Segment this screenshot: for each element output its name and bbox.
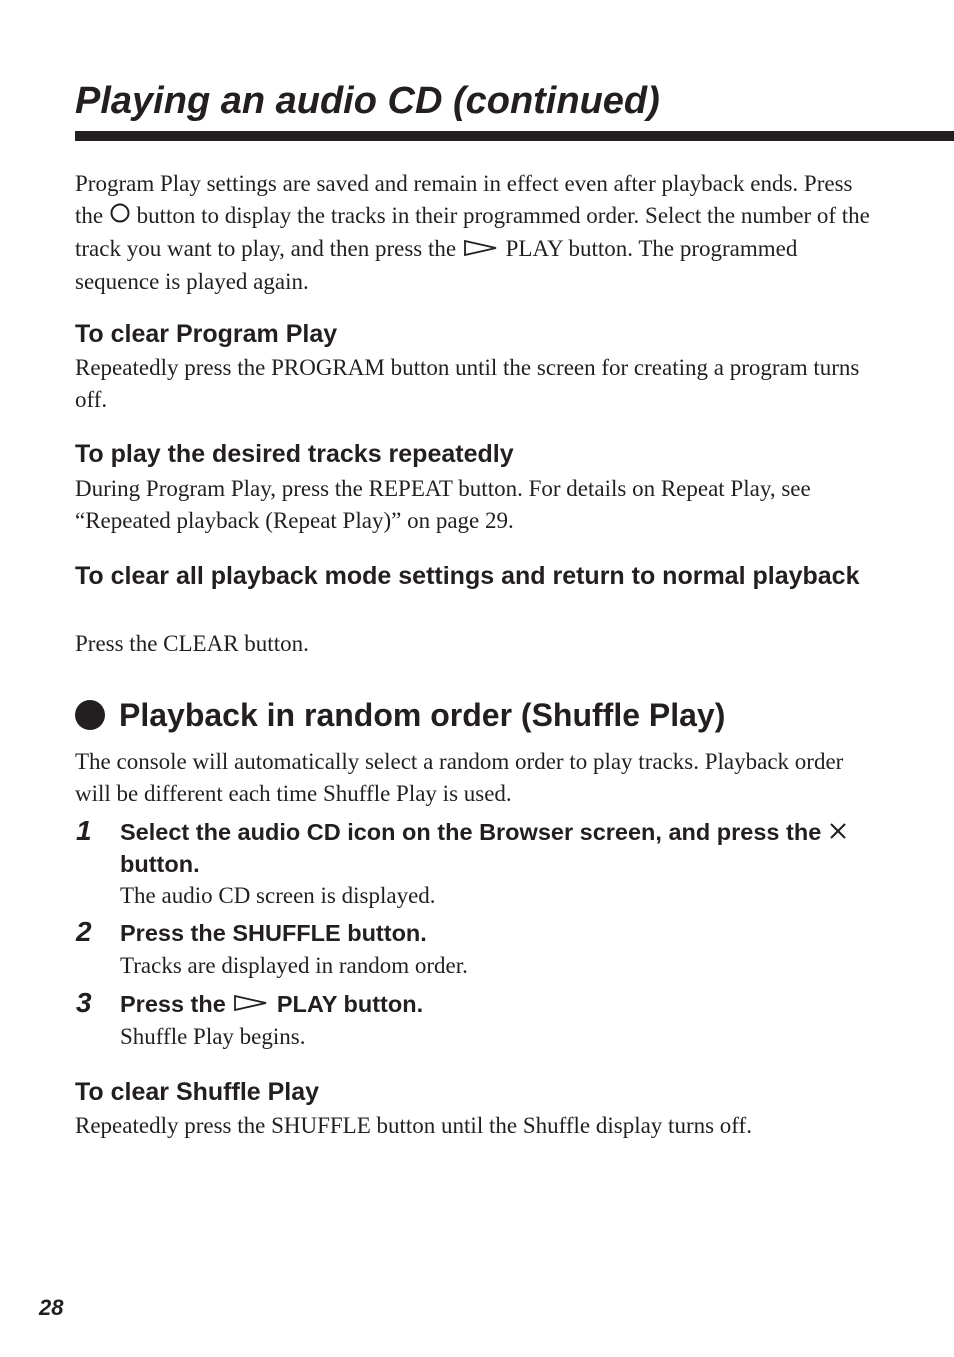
filled-circle-bullet-icon xyxy=(75,700,105,730)
play-triangle-icon xyxy=(462,235,500,267)
step-3-text-b: PLAY button. xyxy=(270,991,424,1017)
step-2-number: 2 xyxy=(76,916,92,947)
clear-shuffle-heading: To clear Shuffle Play xyxy=(75,1078,320,1106)
step-1-text-a: Select the audio CD icon on the Browser screen, and press the xyxy=(120,819,828,845)
intro-text-3: PLAY button. The programmed sequence is played again. xyxy=(75,235,798,295)
step-3-text-a: Press the xyxy=(120,991,233,1017)
repeat-tracks-body: During Program Play, press the REPEAT button. For details on Repeat Play, see “Repeated playback (Repeat Play)” on page 29. xyxy=(75,476,811,533)
step-1-description: The audio CD screen is displayed. xyxy=(120,883,436,908)
clear-program-body: Repeatedly press the PROGRAM button until the screen for creating a program turns off. xyxy=(75,355,860,412)
step-3-instruction xyxy=(120,989,880,1021)
page-number: 28 xyxy=(39,1295,64,1320)
step-3-description: Shuffle Play begins. xyxy=(120,1024,306,1049)
title-rule xyxy=(75,131,954,141)
intro-text-1: Program Play settings are saved and remain in effect even after playback ends. Press the xyxy=(75,171,853,228)
step-2-instruction: Press the SHUFFLE button. xyxy=(120,920,427,946)
intro-text-2: button to display the tracks in their programmed order. Select the number of the track you want to play, and then press the xyxy=(75,202,870,261)
step-2-description: Tracks are displayed in random order. xyxy=(120,953,468,978)
shuffle-intro: The console will automatically select a random order to play tracks. Playback order will be different each time Shuffle Play is used. xyxy=(75,749,844,806)
step-3-number: 3 xyxy=(76,987,92,1018)
play-triangle-icon xyxy=(232,990,270,1021)
step-1-number: 1 xyxy=(76,815,92,846)
page-title: Playing an audio CD (continued) xyxy=(75,80,660,122)
shuffle-heading-text: Playback in random order (Shuffle Play) xyxy=(119,697,726,733)
shuffle-section-heading xyxy=(75,694,725,736)
clear-shuffle-body: Repeatedly press the SHUFFLE button until the Shuffle display turns off. xyxy=(75,1113,752,1138)
clear-program-heading: To clear Program Play xyxy=(75,320,338,348)
step-1-instruction xyxy=(120,817,880,880)
repeat-tracks-heading: To play the desired tracks repeatedly xyxy=(75,440,514,468)
clear-all-body: Press the CLEAR button. xyxy=(75,631,309,656)
circle-button-icon xyxy=(109,201,131,233)
clear-all-heading: To clear all playback mode settings and return to normal playback xyxy=(75,562,860,590)
cross-button-icon xyxy=(828,818,848,849)
intro-paragraph xyxy=(75,168,875,298)
step-1-text-b: button. xyxy=(120,851,200,878)
